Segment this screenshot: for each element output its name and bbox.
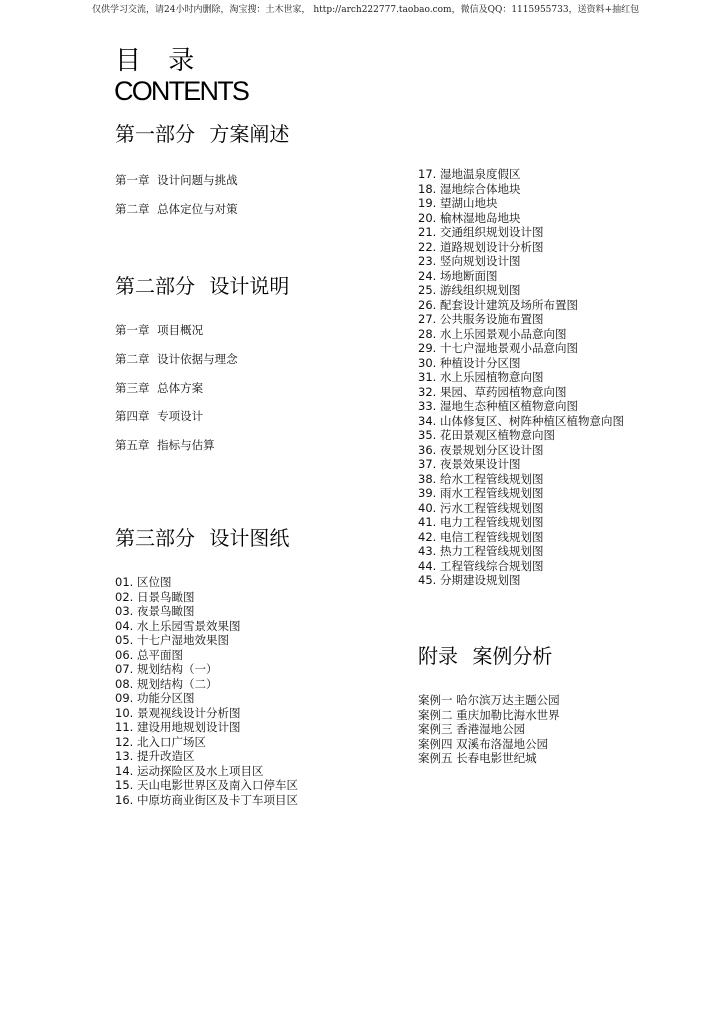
case-item: 案例三 香港湿地公园 (418, 722, 526, 736)
chapter-item: 第一章 设计问题与挑战 (115, 173, 238, 187)
drawing-item: 36. 夜景规划分区设计图 (418, 442, 544, 457)
drawing-item: 14. 运动探险区及水上项目区 (115, 763, 264, 778)
appendix-heading: 附录 案例分析 (418, 644, 553, 668)
drawing-item: 41. 电力工程管线规划图 (418, 515, 544, 529)
drawing-item: 30. 种植设计分区图 (418, 355, 521, 370)
drawing-item: 44. 工程管线综合规划图 (418, 558, 544, 573)
drawing-item: 43. 热力工程管线规划图 (418, 544, 544, 558)
chapter-item: 第一章 项目概况 (115, 323, 204, 337)
chapter-item: 第二章 总体定位与对策 (115, 202, 238, 216)
drawing-item: 07. 规划结构（一） (115, 662, 218, 676)
drawing-item: 20. 榆林湿地岛地块 (418, 210, 521, 225)
drawing-item: 28. 水上乐园景观小品意向图 (418, 326, 567, 341)
drawing-item: 34. 山体修复区、树阵种植区植物意向图 (418, 413, 624, 428)
drawing-item: 05. 十七户湿地效果图 (115, 633, 229, 647)
drawing-list-column-2 (418, 167, 624, 588)
drawing-item: 16. 中原坊商业街区及卡丁车项目区 (115, 792, 298, 807)
part1-heading: 第一部分 方案阐述 (115, 122, 290, 146)
drawing-item: 29. 十七户湿地景观小品意向图 (418, 341, 578, 355)
chapter-item: 第三章 总体方案 (115, 380, 204, 395)
case-list (418, 693, 560, 766)
drawing-item: 19. 望湖山地块 (418, 196, 498, 210)
drawing-item: 21. 交通组织规划设计图 (418, 225, 544, 239)
drawing-item: 04. 水上乐园雪景效果图 (115, 618, 241, 633)
drawing-item: 24. 场地断面图 (418, 268, 498, 283)
drawing-item: 11. 建设用地规划设计图 (115, 720, 241, 734)
drawing-item: 38. 给水工程管线规划图 (418, 471, 544, 486)
drawing-item: 10. 景观视线设计分析图 (115, 705, 241, 720)
drawing-item: 12. 北入口广场区 (115, 734, 206, 749)
drawing-item: 37. 夜景效果设计图 (418, 457, 521, 471)
page-title: 目 录 (115, 46, 195, 76)
drawing-item: 35. 花田景观区植物意向图 (418, 428, 555, 442)
chapter-item: 第二章 设计依据与理念 (115, 351, 238, 366)
header-notice: 仅供学习交流，请24小时内删除，淘宝搜：土木世家， http://arch222777.taobao.com，微信及QQ：1115955733，送资料+抽红包 (92, 5, 640, 15)
part2-chapter-list (115, 316, 238, 460)
chapter-item: 第五章 指标与估算 (115, 438, 215, 452)
part2-heading: 第二部分 设计说明 (115, 274, 290, 298)
drawing-item: 39. 雨水工程管线规划图 (418, 486, 544, 500)
drawing-item: 33. 湿地生态种植区植物意向图 (418, 399, 578, 413)
chapter-item: 第四章 专项设计 (115, 409, 204, 424)
drawing-item: 17. 湿地温泉度假区 (418, 167, 521, 181)
drawing-list-column-1 (115, 575, 298, 807)
case-item: 案例一 哈尔滨万达主题公园 (418, 693, 560, 707)
drawing-item: 32. 果园、草药园植物意向图 (418, 384, 567, 399)
drawing-item: 15. 天山电影世界区及南入口停车区 (115, 778, 298, 792)
case-item: 案例四 双溪布洛湿地公园 (418, 736, 549, 751)
case-item: 案例二 重庆加勒比海水世界 (418, 707, 560, 722)
drawing-item: 42. 电信工程管线规划图 (418, 529, 544, 544)
drawing-item: 26. 配套设计建筑及场所布置图 (418, 297, 578, 312)
drawing-item: 18. 湿地综合体地块 (418, 181, 521, 196)
case-item: 案例五 长春电影世纪城 (418, 751, 537, 765)
drawing-item: 02. 日景鸟瞰图 (115, 589, 195, 604)
part3-heading: 第三部分 设计图纸 (115, 526, 290, 550)
drawing-item: 25. 游线组织规划图 (418, 283, 521, 297)
part1-chapter-list (115, 166, 238, 224)
drawing-item: 03. 夜景鸟瞰图 (115, 604, 195, 618)
drawing-item: 23. 竖向规划设计图 (418, 254, 521, 268)
drawing-item: 27. 公共服务设施布置图 (418, 312, 544, 326)
drawing-item: 08. 规划结构（二） (115, 676, 218, 691)
drawing-item: 01. 区位图 (115, 575, 172, 589)
drawing-item: 13. 提升改造区 (115, 749, 195, 763)
drawing-item: 09. 功能分区图 (115, 691, 195, 705)
drawing-item: 40. 污水工程管线规划图 (418, 500, 544, 515)
drawing-item: 45. 分期建设规划图 (418, 573, 521, 587)
drawing-item: 31. 水上乐园植物意向图 (418, 370, 544, 384)
page-title-english: CONTENTS (114, 76, 249, 106)
drawing-item: 22. 道路规划设计分析图 (418, 239, 544, 254)
drawing-item: 06. 总平面图 (115, 647, 183, 662)
